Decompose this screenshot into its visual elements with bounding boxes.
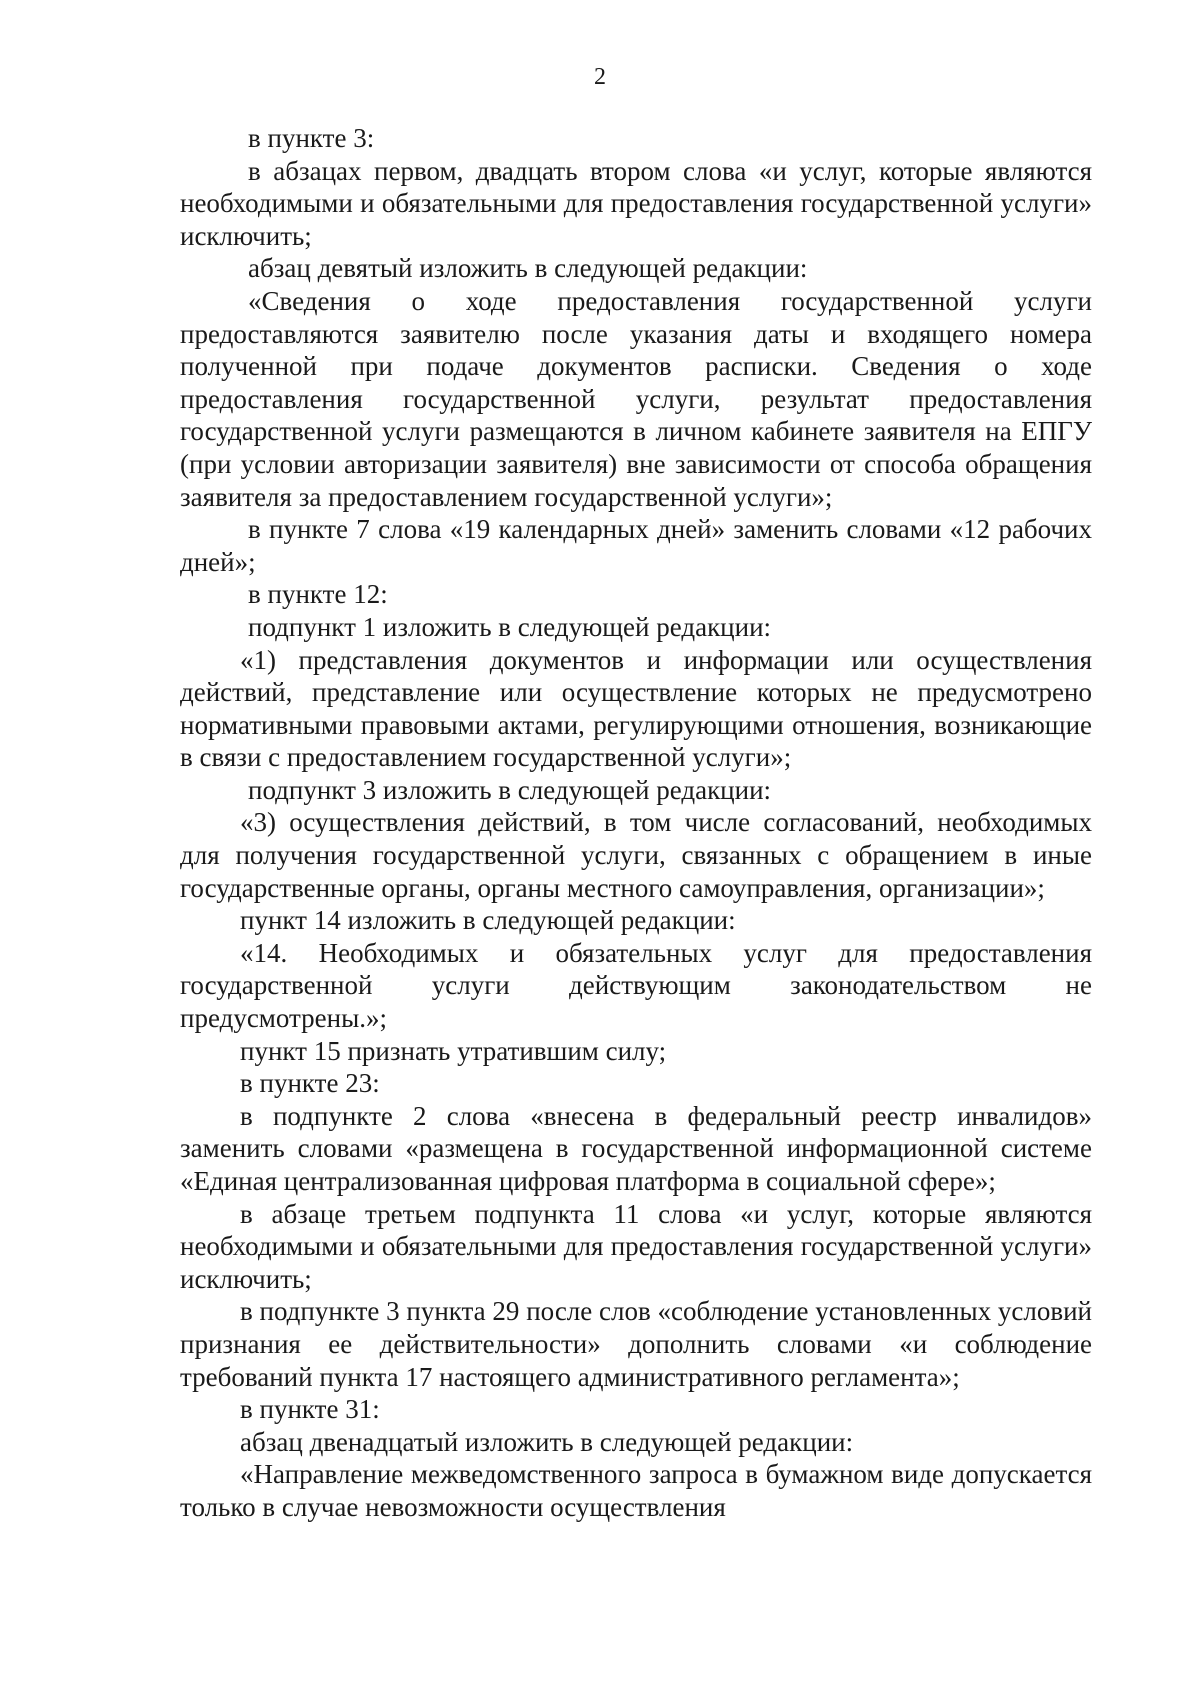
paragraph-13: пункт 15 признать утратившим силу; [240,1035,667,1066]
paragraph-15: в подпункте 2 слова «внесена в федеральный реестр инвалидов» заменить словами «размещена в государственной информационной системе «Единая централизованная цифровая платформа в социальной сфере»; [180,1100,1092,1196]
paragraph-3: абзац девятый изложить в следующей редакции: [248,253,808,284]
paragraph-18: в пункте 31: [240,1394,380,1425]
paragraph-19: абзац двенадцатый изложить в следующей редакции: [240,1426,854,1457]
paragraph-1: в пункте 3: [248,123,375,153]
paragraph-8: «1) представления документов и информации или осуществления действий, представление или осуществление которых не предусмотрено нормативными правовыми актами, регулирующими отношения, возникающие в связи с предоставлением государственной услуги»; [180,644,1092,773]
paragraph-4: «Сведения о ходе предоставления государственной услуги предоставляются заявителю после указания даты и входящего номера полученной при подаче документов расписки. Сведения о ходе предоставления государственной услуги, результат предоставления государственной услуги размещаются в личном кабинете заявителя на ЕПГУ (при условии авторизации заявителя) вне зависимости от способа обращения заявителя за предоставлением государственной услуги»; [180,285,1092,512]
paragraph-14: в пункте 23: [240,1068,380,1099]
paragraph-6: в пункте 12: [248,579,388,610]
paragraph-5: в пункте 7 слова «19 календарных дней» заменить словами «12 рабочих дней»; [180,514,1092,577]
paragraph-12: «14. Необходимых и обязательных услуг для предоставления государственной услуги действующим законодательством не предусмотрены.»; [180,937,1092,1034]
paragraph-11: пункт 14 изложить в следующей редакции: [240,905,736,936]
paragraph-17: в подпункте 3 пункта 29 после слов «соблюдение установленных условий признания ее действительности» дополнить словами «и соблюдение требований пункта 17 настоящего административного регламента»; [180,1296,1092,1392]
paragraph-2: в абзацах первом, двадцать втором слова «и услуг, которые являются необходимыми и обязательными для предоставления государственной услуги» исключить; [180,155,1092,251]
paragraph-20: «Направление межведомственного запроса в бумажном виде допускается только в случае невозможности осуществления [180,1459,1092,1522]
paragraph-10: «3) осуществления действий, в том числе согласований, необходимых для получения государственной услуги, связанных с обращением в иные государственные органы, органы местного самоуправления, организации»; [180,807,1092,903]
document-body [180,122,1092,1524]
paragraph-9: подпункт 3 изложить в следующей редакции: [248,774,772,805]
paragraph-16: в абзаце третьем подпункта 11 слова «и услуг, которые являются необходимыми и обязательными для предоставления государственной услуги» исключить; [180,1198,1092,1294]
page-number: 2 [594,64,606,90]
paragraph-7: подпункт 1 изложить в следующей редакции: [248,611,772,642]
